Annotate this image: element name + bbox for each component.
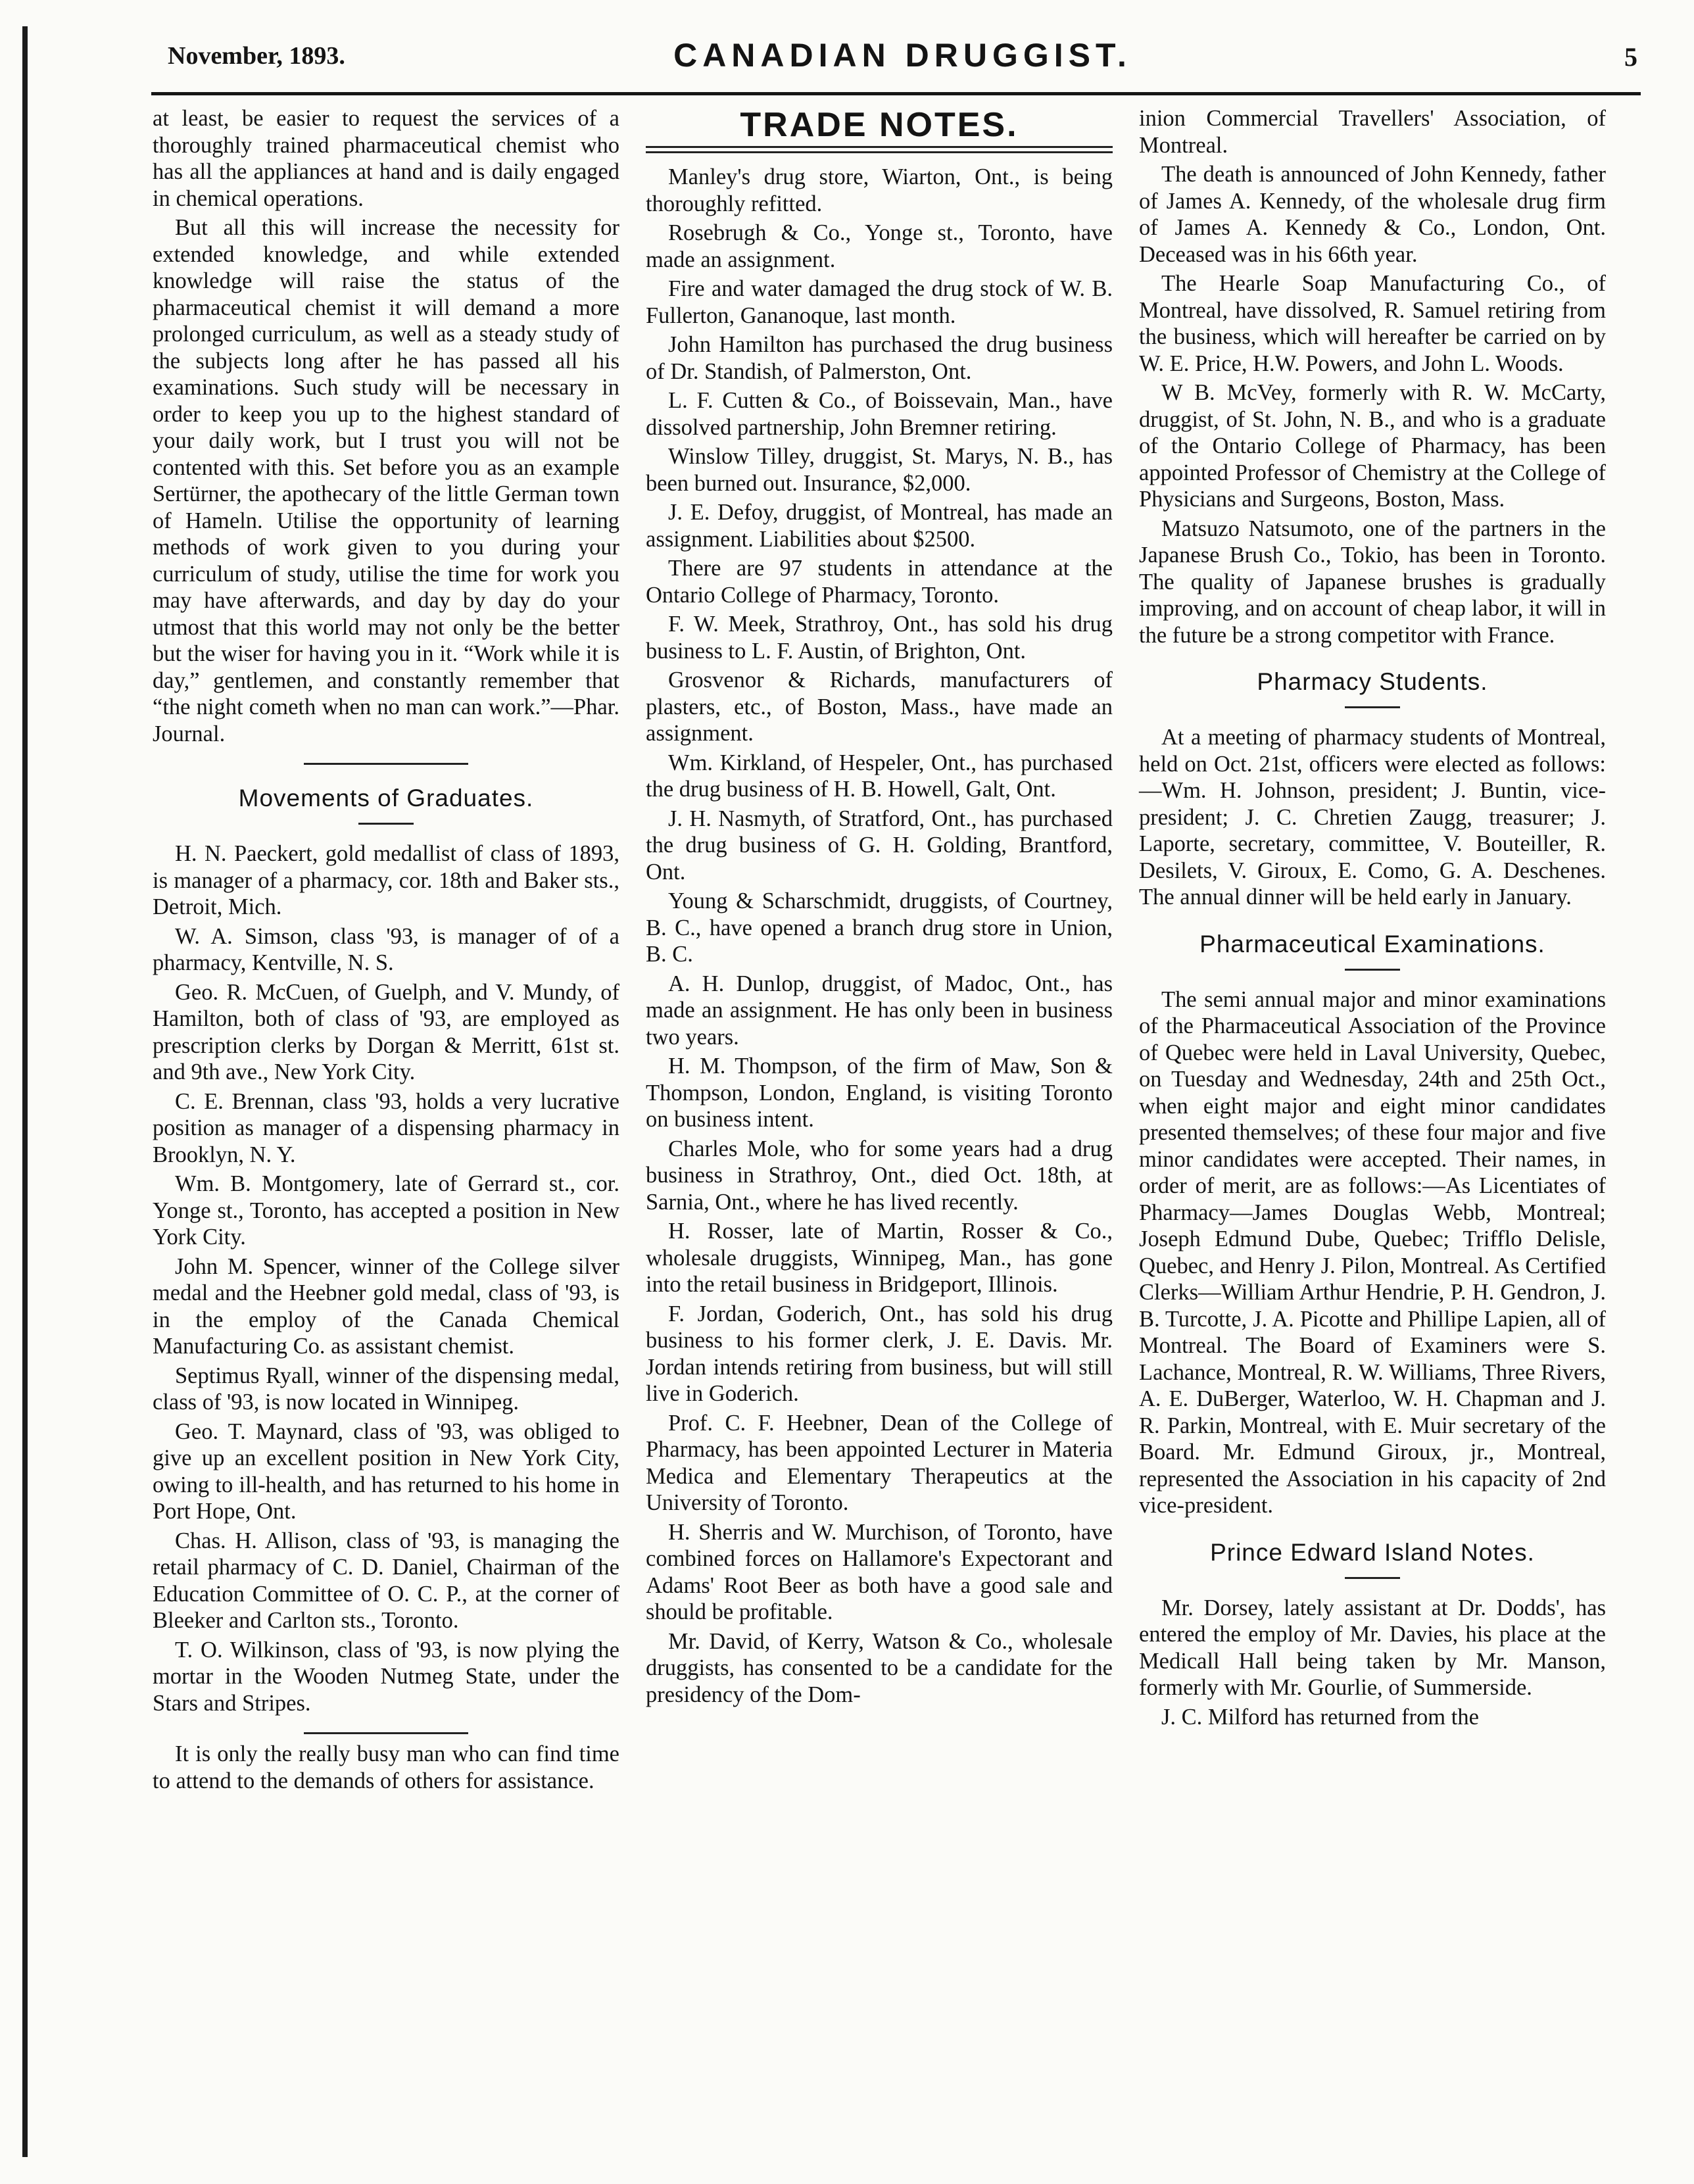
news-item: Chas. H. Allison, class of '93, is managing the retail pharmacy of C. D. Daniel, Chairman of the Education Committee of O. C. P., at the corner of Bleeker and Carlton sts., Toronto. [153,1528,619,1633]
header-rule [151,92,1641,95]
news-item: A. H. Dunlop, druggist, of Madoc, Ont., has made an assignment. He has only been in business two years. [646,971,1113,1050]
paragraph: But all this will increase the necessity for extended knowledge, and while extended knowledge will raise the status of the pharmaceutical chemist it will demand a more prolonged curriculum, as well as a steady study of the subjects long after he has passed all his examinations. Such study will be necessary in order to keep you up to the highest standard of your daily work, but I trust you will not be contented with this. Set before you as an example Sertürner, the apothecary of the little German town of Hameln. Utilise the opportunity of learning methods of work given to you during your curriculum of study, utilise the time for work you may have afterwards, and day by day do your utmost that this world may not only be the better but the wiser for having you in it. “Work while it is day,” gentlemen, and constantly remember that “the night cometh when no man can work.”—Phar. Journal. [153,215,619,746]
separator-rule [304,763,468,765]
news-item: Wm. Kirkland, of Hespeler, Ont., has purchased the drug business of H. B. Howell, Galt, Ont. [646,750,1113,802]
news-item: H. M. Thompson, of the firm of Maw, Son & Thompson, London, England, is visiting Toronto on business intent. [646,1054,1113,1132]
news-item: F. W. Meek, Strathroy, Ont., has sold his drug business to L. F. Austin, of Brighton, Ont. [646,612,1113,664]
news-item: Mr. Dorsey, lately assistant at Dr. Dodds', has entered the employ of Mr. Davies, his place at the Medicall Hall being taken by Mr. Manson, formerly with Mr. Gourlie, of Summerside. [1139,1595,1606,1700]
news-item: Young & Scharschmidt, druggists, of Courtney, B. C., have opened a branch drug store in Union, B. C. [646,888,1113,967]
news-item: H. Rosser, late of Martin, Rosser & Co., wholesale druggists, Winnipeg, Man., has gone into the retail business in Bridgeport, Illinois. [646,1219,1113,1297]
section-title-pei-notes: Prince Edward Island Notes. [1210,1538,1535,1566]
news-item: H. Sherris and W. Murchison, of Toronto, have combined forces on Hallamore's Expectorant and Adams' Root Beer as both have a good sale and should be profitable. [646,1519,1113,1624]
news-item: Geo. R. McCuen, of Guelph, and V. Mundy, of Hamilton, both of class of '93, are employed as prescription clerks by Dorgan & Merritt, 61st st. and 9th ave., New York City. [153,979,619,1084]
news-item: inion Commercial Travellers' Association, of Montreal. [1139,106,1606,158]
publication-title: CANADIAN DRUGGIST. [673,37,1132,74]
news-item: Geo. T. Maynard, class of '93, was obliged to give up an excellent position in New York City, owing to ill-health, and has returned to his home in Port Hope, Ont. [153,1419,619,1524]
news-item: The semi annual major and minor examinations of the Pharmaceutical Association of the Province of Quebec were held in Laval University, Quebec, on Tuesday and Wednesday, 24th and 25th Oct., when eight major and eight minor candidates presented themselves; of these four major and five minor candidates were accepted. Their names, in order of merit, are as follows:—As Licentiates of Pharmacy—James Douglas Webb, Montreal; Joseph Edmund Dube, Quebec; Trifflo Delisle, Quebec, and Henry J. Pilon, Montreal. As Certified Clerks—William Arthur Hendrie, P. H. Gendron, J. B. Turcotte, J. A. Picotte and Phillipe Lapien, all of Montreal. The Board of Examiners were S. Lachance, Montreal, R. W. Williams, Three Rivers, A. E. DuBerger, Waterloo, W. H. Chapman and J. R. Parkin, Montreal, with E. Muir secretary of the Board. Mr. Edmund Giroux, jr., Montreal, represented the Association in his capacity of 2nd vice-president. [1139,986,1606,1518]
news-item: J. E. Defoy, druggist, of Montreal, has made an assignment. Liabilities about $2500. [646,500,1113,552]
binding-edge [22,26,28,2157]
section-title-movements: Movements of Graduates. [238,785,534,812]
news-item: Grosvenor & Richards, manufacturers of plasters, etc., of Boston, Mass., have made an assignment. [646,667,1113,746]
news-item: T. O. Wilkinson, class of '93, is now plying the mortar in the Wooden Nutmeg State, under the Stars and Stripes. [153,1637,619,1716]
news-item: The death is announced of John Kennedy, father of James A. Kennedy, of the wholesale drug firm of James A. Kennedy & Co., London, Ont. Deceased was in his 66th year. [1139,162,1606,267]
title-rule [1345,1577,1400,1579]
page-number: 5 [1624,42,1637,72]
news-item: John M. Spencer, winner of the College silver medal and the Heebner gold medal, class of '93, is in the employ of the Canada Chemical Manufacturing Co. as assistant chemist. [153,1253,619,1359]
separator-rule [304,1732,468,1734]
news-item: L. F. Cutten & Co., of Boissevain, Man., have dissolved partnership, John Bremner retiring. [646,388,1113,440]
news-item: At a meeting of pharmacy students of Montreal, held on Oct. 21st, officers were elected as follows:—Wm. H. Johnson, president; J. Buntin, vice-president; J. C. Chretien Zaugg, treasurer; J. Laporte, secretary, committee, V. Bouteiller, R. Desilets, V. Giroux, E. Como, G. A. Deschenes. The annual dinner will be held early in January. [1139,725,1606,910]
title-rule [1345,969,1400,971]
column-3 [1139,105,1606,1733]
section-title-trade-notes: TRADE NOTES. [740,106,1019,144]
news-item: Fire and water damaged the drug stock of W. B. Fullerton, Gananoque, last month. [646,276,1113,328]
news-item: F. Jordan, Goderich, Ont., has sold his drug business to his former clerk, J. E. Davis. Mr. Jordan intends retiring from business, but will still live in Goderich. [646,1301,1113,1406]
news-item: Mr. David, of Kerry, Watson & Co., wholesale druggists, has consented to be a candidate for the presidency of the Dom- [646,1628,1113,1707]
double-rule [646,146,1113,153]
page-header [168,36,1637,82]
title-rule [358,823,414,825]
title-rule [1345,706,1400,708]
news-item: Prof. C. F. Heebner, Dean of the College of Pharmacy, has been appointed Lecturer in Materia Medica and Elementary Therapeutics at the University of Toronto. [646,1410,1113,1515]
news-item: There are 97 students in attendance at the Ontario College of Pharmacy, Toronto. [646,556,1113,608]
column-1 [153,105,619,1797]
paragraph: at least, be easier to request the services of a thoroughly trained pharmaceutical chemist who has all the appliances at hand and is daily engaged in chemical operations. [153,106,619,211]
news-item: W. A. Simson, class '93, is manager of of a pharmacy, Kentville, N. S. [153,923,619,975]
news-item: Matsuzo Natsumoto, one of the partners in the Japanese Brush Co., Tokio, has been in Toronto. The quality of Japanese brushes is gradually improving, and on account of cheap labor, it will in the future be a strong competitor with France. [1139,516,1606,648]
news-item: Rosebrugh & Co., Yonge st., Toronto, have made an assignment. [646,220,1113,272]
closing-note: It is only the really busy man who can find time to attend to the demands of others for assistance. [153,1741,619,1793]
news-item: Wm. B. Montgomery, late of Gerrard st., cor. Yonge st., Toronto, has accepted a position in New York City. [153,1171,619,1250]
section-title-pharmaceutical-examinations: Pharmaceutical Examinations. [1199,930,1545,958]
news-item: J. H. Nasmyth, of Stratford, Ont., has purchased the drug business of G. H. Golding, Brantford, Ont. [646,806,1113,885]
news-item: W B. McVey, formerly with R. W. McCarty, druggist, of St. John, N. B., and who is a graduate of the Ontario College of Pharmacy, has been appointed Professor of Chemistry at the College of Physicians and Surgeons, Boston, Mass. [1139,380,1606,512]
news-item: Septimus Ryall, winner of the dispensing medal, class of '93, is now located in Winnipeg. [153,1363,619,1415]
news-item: J. C. Milford has returned from the [1161,1704,1479,1730]
news-item: Manley's drug store, Wiarton, Ont., is being thoroughly refitted. [646,164,1113,216]
news-item: C. E. Brennan, class '93, holds a very lucrative position as manager of a dispensing pharmacy in Brooklyn, N. Y. [153,1088,619,1167]
news-item: The Hearle Soap Manufacturing Co., of Montreal, have dissolved, R. Samuel retiring from the business, which will hereafter be carried on by W. E. Price, H.W. Powers, and John L. Woods. [1139,271,1606,376]
news-item: Charles Mole, who for some years had a drug business in Strathroy, Ont., died Oct. 18th, at Sarnia, Ont., where he has lived recently. [646,1136,1113,1215]
issue-date: November, 1893. [168,42,345,70]
news-item: Winslow Tilley, druggist, St. Marys, N. B., has been burned out. Insurance, $2,000. [646,444,1113,496]
news-item: H. N. Paeckert, gold medallist of class of 1893, is manager of a pharmacy, cor. 18th and Baker sts., Detroit, Mich. [153,841,619,919]
news-item: John Hamilton has purchased the drug business of Dr. Standish, of Palmerston, Ont. [646,332,1113,384]
section-title-pharmacy-students: Pharmacy Students. [1257,668,1488,695]
column-2 [646,105,1113,1711]
